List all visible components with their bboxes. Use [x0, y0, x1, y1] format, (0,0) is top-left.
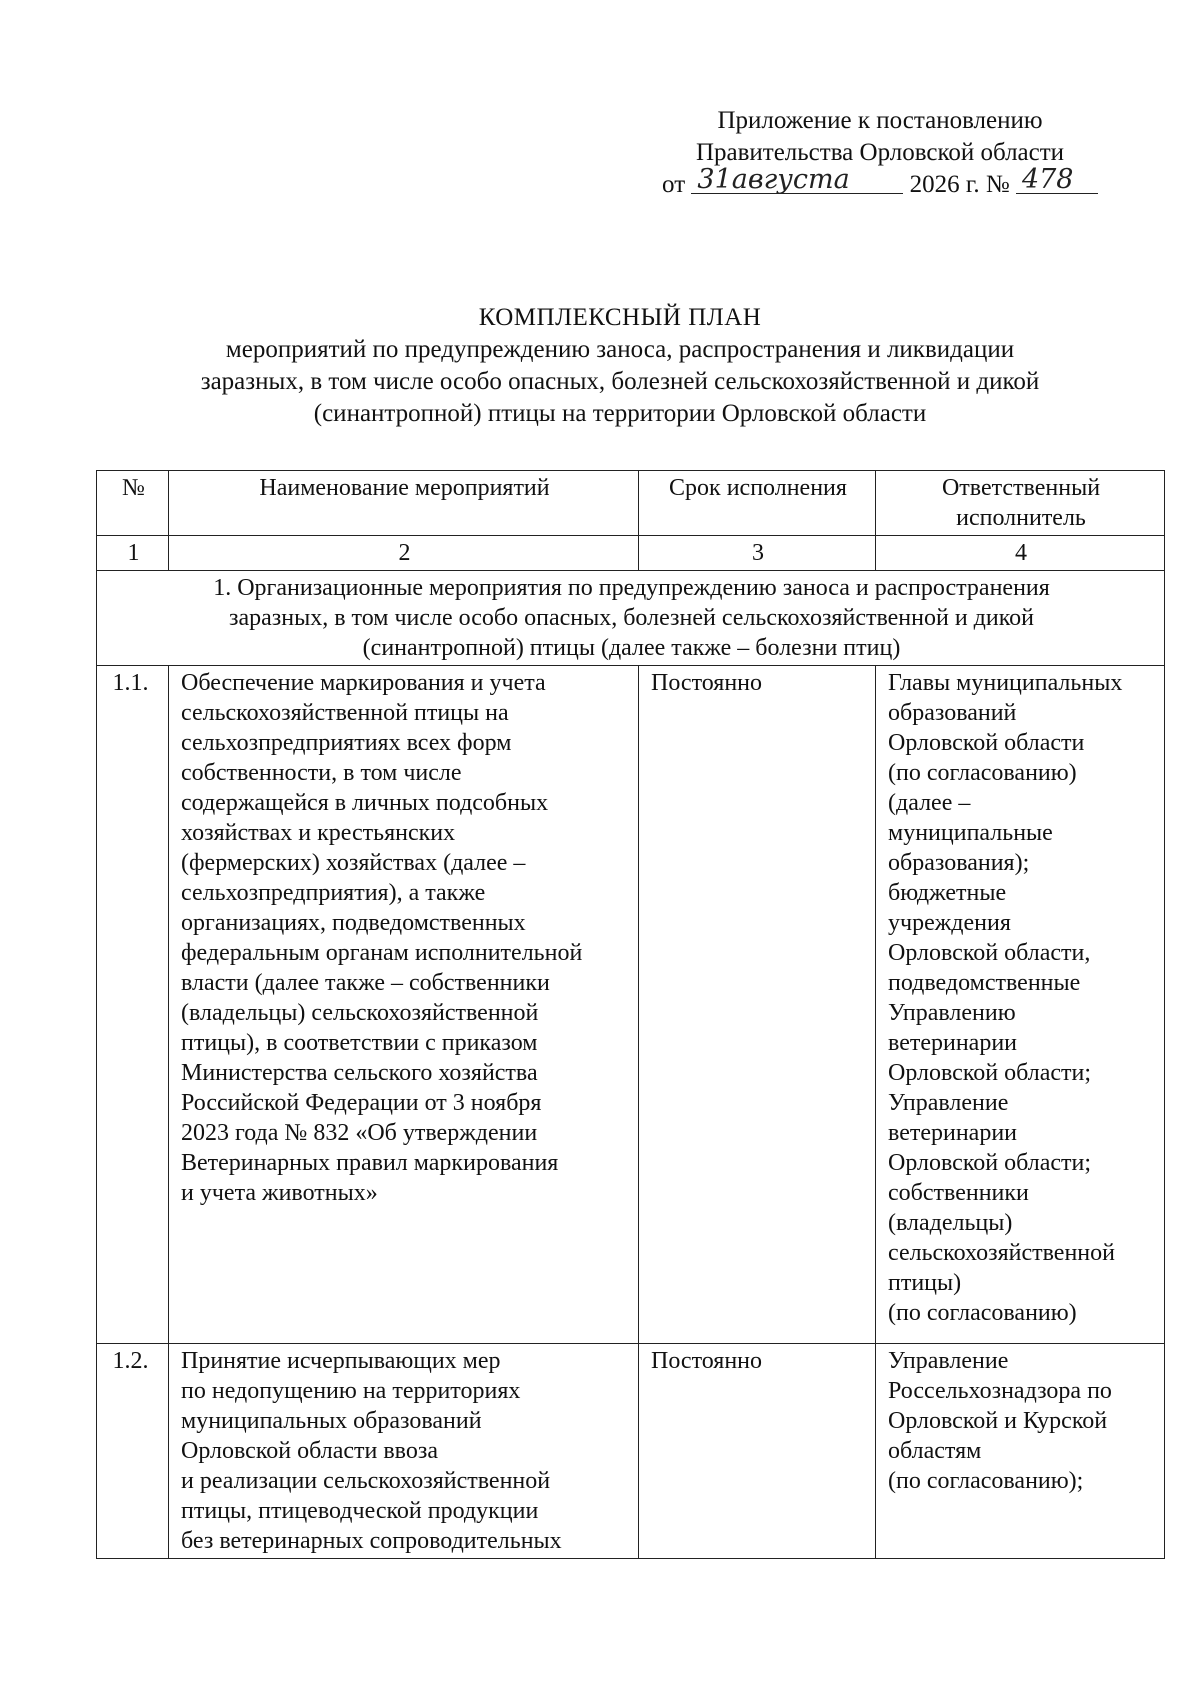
row-responsible-line: (далее – [888, 790, 971, 816]
annex-line-1: Приложение к постановлению [717, 107, 1043, 134]
header-responsible-line-1: Ответственный [941, 475, 1101, 501]
section-1-heading [97, 571, 1165, 666]
row-name-line: (фермерских) хозяйствах (далее – [181, 850, 526, 876]
column-number-row [97, 536, 1165, 571]
row-responsible [876, 666, 1165, 1344]
handwritten-number: 478 [1016, 167, 1098, 194]
annex-from: от [662, 171, 686, 198]
title-main: КОМПЛЕКСНЫЙ ПЛАН [478, 304, 762, 331]
row-name-line: без ветеринарных сопроводительных [181, 1528, 562, 1554]
row-name-line: сельскохозяйственной птицы на [181, 700, 509, 726]
row-responsible-line: Россельхознадзора по [888, 1378, 1112, 1404]
handwritten-date: 31августа [691, 167, 903, 194]
annex-date-line [620, 164, 1140, 201]
table-row-1-1 [97, 666, 1165, 1344]
column-number-1: 1 [97, 536, 169, 571]
row-name-line: Министерства сельского хозяйства [181, 1060, 538, 1086]
row-responsible-line: (по согласованию) [888, 1300, 1077, 1326]
row-name-line: по недопущению на территориях [181, 1378, 521, 1404]
row-responsible-line: собственники [888, 1180, 1029, 1206]
section-1-line-2: заразных, в том числе особо опасных, болезней сельскохозяйственной и дикой [228, 605, 1035, 631]
row-name-line: Обеспечение маркирования и учета [181, 670, 546, 696]
row-responsible-line: Управление [888, 1348, 1009, 1374]
row-name-line: птицы), в соответствии с приказом [181, 1030, 538, 1056]
row-responsible-line: Главы муниципальных [888, 670, 1123, 696]
row-name-line: муниципальных образований [181, 1408, 482, 1434]
row-name-line: Принятие исчерпывающих мер [181, 1348, 501, 1374]
row-responsible [876, 1344, 1165, 1559]
row-name-line: федеральным органам исполнительной [181, 940, 583, 966]
annex-line-2: Правительства Орловской области [695, 139, 1065, 166]
document-title [120, 302, 1120, 430]
row-name-line: и реализации сельскохозяйственной [181, 1468, 551, 1494]
row-responsible-line: Орловской области; [888, 1060, 1092, 1086]
row-number: 1.2. [97, 1344, 169, 1559]
row-responsible-line: Орловской области; [888, 1150, 1092, 1176]
row-term: Постоянно [639, 666, 876, 1344]
plan-table [96, 470, 1165, 1559]
row-name-line: птицы, птицеводческой продукции [181, 1498, 539, 1524]
row-responsible-line: сельскохозяйственной [888, 1240, 1115, 1266]
row-responsible-line: (по согласованию); [888, 1468, 1084, 1494]
header-responsible [876, 471, 1165, 536]
row-responsible-line: подведомственные [888, 970, 1081, 996]
row-responsible-line: Орловской области, [888, 940, 1091, 966]
row-responsible-line: образований [888, 700, 1017, 726]
row-name-line: Орловской области ввоза [181, 1438, 438, 1464]
table-row-1-2 [97, 1344, 1165, 1559]
row-responsible-line: областям [888, 1438, 982, 1464]
row-name [169, 1344, 639, 1559]
row-responsible-line: бюджетные [888, 880, 1007, 906]
header-num: № [97, 471, 169, 536]
section-1-line-1: 1. Организационные мероприятия по предупреждению заноса и распространения [213, 575, 1050, 601]
header-responsible-line-2: исполнитель [956, 505, 1086, 531]
section-1-line-3: (синантропной) птицы (далее также – болезни птиц) [362, 635, 901, 661]
row-responsible-line: образования); [888, 850, 1030, 876]
column-number-2: 2 [169, 536, 639, 571]
row-name-line: сельхозпредприятия), а также [181, 880, 486, 906]
row-name-line: (владельцы) сельскохозяйственной [181, 1000, 539, 1026]
title-sub-3: (синантропной) птицы на территории Орловской области [313, 400, 927, 427]
row-responsible-line: Управление [888, 1090, 1009, 1116]
row-name-line: Российской Федерации от 3 ноября [181, 1090, 542, 1116]
row-responsible-line: (владельцы) [888, 1210, 1013, 1236]
row-name-line: содержащейся в личных подсобных [181, 790, 549, 816]
row-responsible-line: муниципальные [888, 820, 1053, 846]
row-name-line: организациях, подведомственных [181, 910, 526, 936]
column-number-4: 4 [876, 536, 1165, 571]
row-name-line: Ветеринарных правил маркирования [181, 1150, 559, 1176]
annex-year: 2026 г. № [909, 171, 1010, 198]
row-responsible-line: учреждения [888, 910, 1011, 936]
column-number-3: 3 [639, 536, 876, 571]
row-number: 1.1. [97, 666, 169, 1344]
row-name-line: и учета животных» [181, 1180, 378, 1206]
table-header-row [97, 471, 1165, 536]
row-responsible-line: Управлению [888, 1000, 1016, 1026]
title-sub-1: мероприятий по предупреждению заноса, распространения и ликвидации [225, 336, 1015, 363]
row-responsible-line: ветеринарии [888, 1030, 1018, 1056]
title-sub-2: заразных, в том числе особо опасных, болезней сельскохозяйственной и дикой [200, 368, 1040, 395]
row-name-line: сельхозпредприятиях всех форм [181, 730, 512, 756]
row-responsible-line: (по согласованию) [888, 760, 1077, 786]
row-name [169, 666, 639, 1344]
row-name-line: 2023 года № 832 «Об утверждении [181, 1120, 538, 1146]
row-responsible-line: ветеринарии [888, 1120, 1018, 1146]
row-responsible-line: Орловской и Курской [888, 1408, 1108, 1434]
row-term: Постоянно [639, 1344, 876, 1559]
annex-header [620, 105, 1140, 201]
section-1-row [97, 571, 1165, 666]
row-name-line: власти (далее также – собственники [181, 970, 550, 996]
row-responsible-line: птицы) [888, 1270, 962, 1296]
row-name-line: собственности, в том числе [181, 760, 462, 786]
header-term: Срок исполнения [639, 471, 876, 536]
header-name: Наименование мероприятий [169, 471, 639, 536]
row-name-line: хозяйствах и крестьянских [181, 820, 456, 846]
row-responsible-line: Орловской области [888, 730, 1085, 756]
